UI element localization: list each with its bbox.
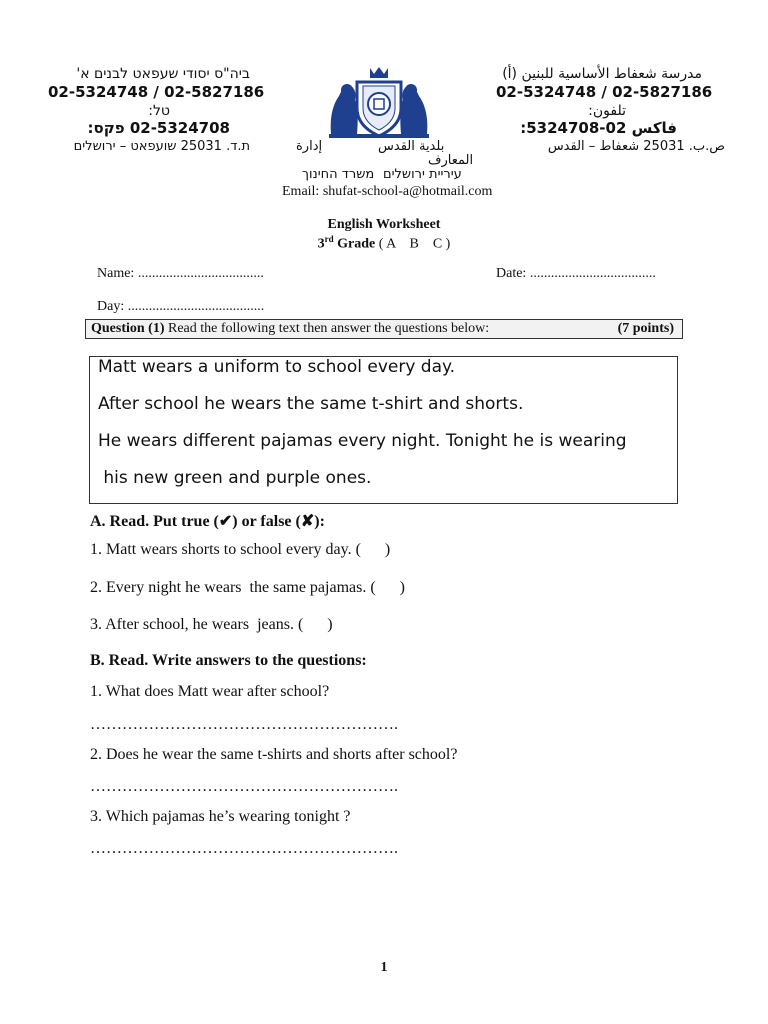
hebrew-tel-label: טל: <box>148 103 170 119</box>
answer-line-1[interactable]: …………………………………………………. <box>90 716 398 733</box>
school-email: Email: shufat-school-a@hotmail.com <box>282 184 493 199</box>
hebrew-fax: 02-5324708 פקס: <box>87 119 230 137</box>
municipality-hebrew: עיריית ירושלים <box>383 167 462 182</box>
grade-classes: ( A B C ) <box>378 236 451 252</box>
hebrew-phone-numbers: 02-5324748 / 02-5827186 <box>48 83 265 101</box>
section-b-question-1: 1. What does Matt wear after school? <box>90 683 330 700</box>
municipality-arabic: بلدية القدس <box>378 139 445 154</box>
maaref-arabic: المعارف <box>428 153 474 168</box>
answer-line-3[interactable]: …………………………………………………. <box>90 840 398 857</box>
grade-suffix: rd <box>324 234 334 244</box>
question-1-header <box>85 319 683 339</box>
arabic-school-name: مدرسة شعفاط الأساسية للبنين (أ) <box>502 66 702 82</box>
section-a-heading: A. Read. Put true (✔) or false (✘): <box>90 513 325 530</box>
section-b-heading: B. Read. Write answers to the questions: <box>90 652 367 669</box>
passage-line-1: Matt wears a uniform to school every day. <box>98 357 456 377</box>
grade-word: Grade <box>337 236 376 252</box>
hebrew-address: ת.ד. 25031 שועפאט – ירושלים <box>73 139 250 154</box>
section-b-question-2: 2. Does he wear the same t-shirts and shorts after school? <box>90 746 458 763</box>
worksheet-title: English Worksheet <box>327 217 441 232</box>
question-1-points: (7 points) <box>617 321 674 336</box>
question-1-text <box>91 320 489 338</box>
school-crest-logo <box>325 64 433 140</box>
hebrew-school-name: ביה"ס יסודי שעפאט לבנים א' <box>76 66 250 82</box>
passage-line-3: He wears different pajamas every night. Tonight he is wearing <box>98 431 627 451</box>
arabic-fax: فاكس 02-5324708: <box>520 119 677 137</box>
page-number: 1 <box>380 960 388 975</box>
arabic-tel-label: تلفون: <box>588 103 626 119</box>
section-b-question-3: 3. Which pajamas he’s wearing tonight ? <box>90 808 351 825</box>
section-a-item-1[interactable]: 1. Matt wears shorts to school every day. ( ) <box>90 541 391 558</box>
grade-number: 3 <box>317 236 325 252</box>
ministry-hebrew: משרד החינוך <box>302 167 375 182</box>
admin-arabic: إدارة <box>296 139 323 154</box>
name-field[interactable]: Name: .................................... <box>97 266 264 281</box>
passage-line-4: his new green and purple ones. <box>98 468 372 488</box>
section-a-item-3[interactable]: 3. After school, he wears jeans. ( ) <box>90 616 333 633</box>
arabic-phone-numbers: 02-5324748 / 02-5827186 <box>496 83 713 101</box>
answer-line-2[interactable]: …………………………………………………. <box>90 778 398 795</box>
day-field[interactable]: Day: ....................................... <box>97 299 265 314</box>
question-1-instruction: Read the following text then answer the questions below: <box>164 321 490 336</box>
reading-passage <box>89 356 678 504</box>
section-a-item-2[interactable]: 2. Every night he wears the same pajamas. ( ) <box>90 579 406 596</box>
grade-line <box>0 234 768 253</box>
date-field[interactable]: Date: .................................... <box>496 266 656 281</box>
passage-line-2: After school he wears the same t-shirt and shorts. <box>98 394 524 414</box>
arabic-address: ص.ب. 25031 شعفاط – القدس <box>547 139 725 154</box>
question-1-label: Question (1) <box>91 321 165 336</box>
